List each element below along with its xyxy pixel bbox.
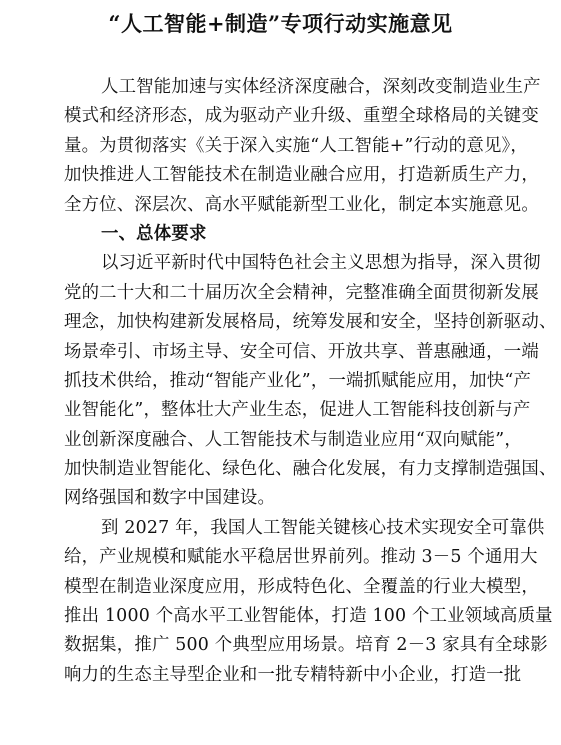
paragraph-line: 加快推进人工智能技术在制造业融合应用，打造新质生产力， <box>64 165 539 186</box>
document-title: “人工智能+制造”专项行动实施意见 <box>108 11 453 36</box>
paragraph-line: 网络强国和数字中国建设。 <box>64 488 276 509</box>
paragraph-line: 加快制造业智能化、绿色化、融合化发展，有力支撑制造强国、 <box>64 459 557 480</box>
paragraph-line: 推出 1000 个高水平工业智能体，打造 100 个工业领域高质量 <box>64 606 553 627</box>
paragraph-line: 模型在制造业深度应用，形成特色化、全覆盖的行业大模型， <box>64 576 539 597</box>
paragraph-line: 响力的生态主导型企业和一批专精特新中小企业，打造一批 <box>64 664 522 685</box>
paragraph-line: 场景牵引、市场主导、安全可信、开放共享、普惠融通，一端 <box>64 341 539 362</box>
paragraph-line: 模式和经济形态，成为驱动产业升级、重塑全球格局的关键变 <box>64 106 539 127</box>
document-body <box>64 73 557 690</box>
paragraph-line: 理念，加快构建新发展格局，统筹发展和安全，坚持创新驱动、 <box>64 312 557 333</box>
paragraph-line: 全方位、深层次、高水平赋能新型工业化，制定本实施意见。 <box>64 194 539 215</box>
paragraph-line: 到 2027 年，我国人工智能关键核心技术实现安全可靠供 <box>101 517 545 538</box>
paragraph-line: 业创新深度融合、人工智能技术与制造业应用“双向赋能”， <box>64 429 522 450</box>
paragraph-line: 给，产业规模和赋能水平稳居世界前列。推动 3－5 个通用大 <box>64 547 538 568</box>
paragraph-line: 以习近平新时代中国特色社会主义思想为指导，深入贯彻 <box>101 253 541 274</box>
paragraph-line: 数据集，推广 500 个典型应用场景。培育 2－3 家具有全球影 <box>64 635 548 656</box>
paragraph-line: 量。为贯彻落实《关于深入实施“人工智能+”行动的意见》， <box>64 135 529 156</box>
paragraph-line: 抓技术供给，推动“智能产业化”，一端抓赋能应用，加快“产 <box>64 370 532 391</box>
paragraph-line: 业智能化”，整体壮大产业生态，促进人工智能科技创新与产 <box>64 400 531 421</box>
paragraph-line: 人工智能加速与实体经济深度融合，深刻改变制造业生产 <box>101 77 541 97</box>
paragraph-line: 党的二十大和二十届历次全会精神，完整准确全面贯彻新发展 <box>64 282 539 303</box>
section-heading: 一、总体要求 <box>101 223 207 244</box>
